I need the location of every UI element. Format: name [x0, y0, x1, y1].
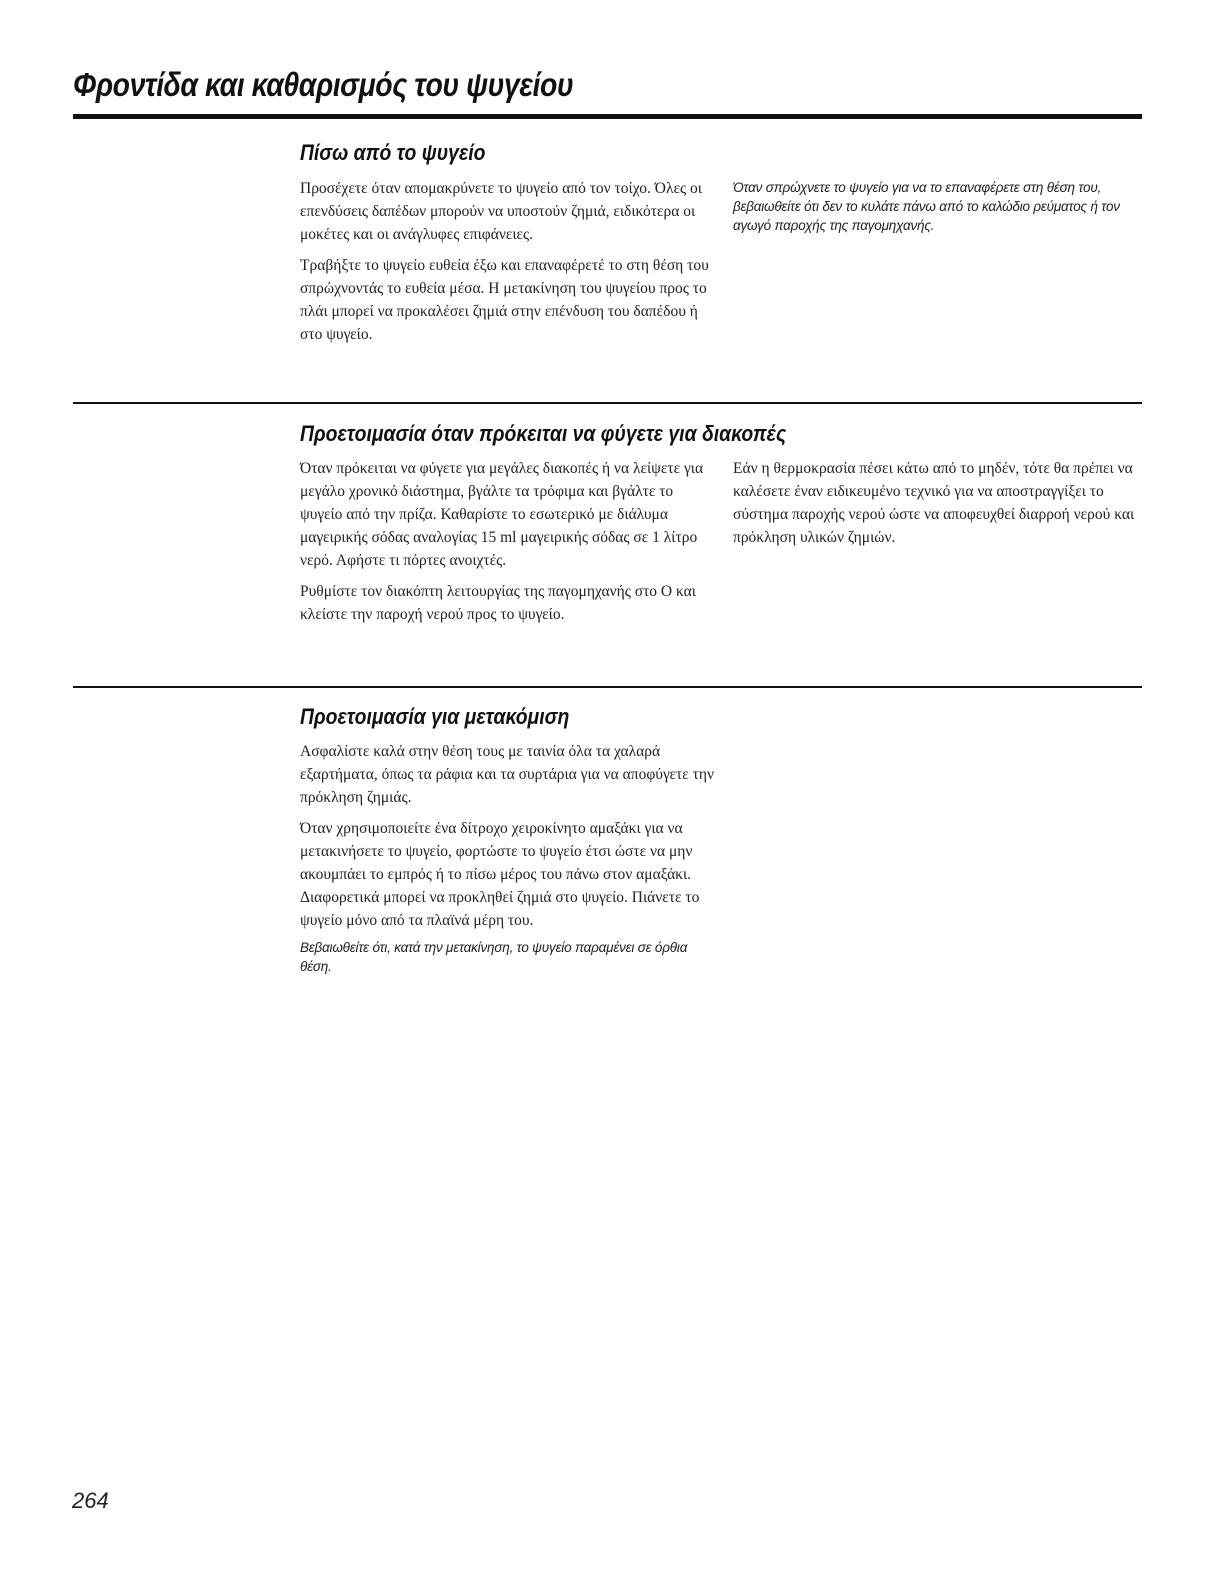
paragraph: Ρυθμίστε τον διακόπτη λειτουργίας της παγομηχανής στο O και κλείστε την παροχή νερού προς το ψυγείο.: [300, 583, 696, 623]
paragraph: Όταν χρησιμοποιείτε ένα δίτροχο χειροκίνητο αμαξάκι για να μετακινήσετε το ψυγείο, φορτώστε το ψυγείο έτσι ώστε να μην ακουμπάει το εμπρός ή το πίσω μέρος του πάνω στον αμαξάκι. Διαφορετικά μπορεί να προκληθεί ζημιά στο ψυγείο. Πιάνετε το ψυγείο μόνο από τα πλαϊνά μέρη του.: [300, 820, 700, 929]
section-moving-left: [300, 740, 715, 984]
page-number: 264: [72, 1488, 109, 1513]
section-behind-fridge-left: [300, 177, 715, 354]
paragraph: Τραβήξτε το ψυγείο ευθεία έξω και επαναφέρετέ το στη θέση του σπρώχνοντάς το ευθεία μέσα. Η μετακίνηση του ψυγείου προς το πλάι μπορεί να προκαλέσει ζημιά στην επένδυση του δαπέδου ή στο ψυγείο.: [300, 257, 709, 343]
title-rule: [73, 114, 1142, 119]
section-behind-fridge-right: [733, 178, 1143, 243]
section-heading-moving: Προετοιμασία για μετακόμιση: [300, 704, 570, 729]
note: Βεβαιωθείτε ότι, κατά την μετακίνηση, το ψυγείο παραμένει σε όρθια θέση.: [300, 940, 688, 974]
section-heading-behind-fridge: Πίσω από το ψυγείο: [300, 140, 486, 165]
page-title: Φροντίδα και καθαρισμός του ψυγείου: [73, 66, 574, 103]
section-vacation-right: [733, 457, 1143, 557]
note: Όταν σπρώχνετε το ψυγείο για να το επαναφέρετε στη θέση του, βεβαιωθείτε ότι δεν το κυλάτε πάνω από το καλώδιο ρεύματος ή τον αγωγό παροχής της παγομηχανής.: [733, 180, 1120, 233]
paragraph: Όταν πρόκειται να φύγετε για μεγάλες διακοπές ή να λείψετε για μεγάλο χρονικό διάστημα, βγάλτε τα τρόφιμα και βγάλτε το ψυγείο από την πρίζα. Καθαρίστε το εσωτερικό με διάλυμα μαγειρικής σόδας αναλογίας 15 ml μαγειρικής σόδας σε 1 λίτρο νερό. Αφήστε τι πόρτες ανοιχτές.: [300, 460, 704, 569]
paragraph: Προσέχετε όταν απομακρύνετε το ψυγείο από τον τοίχο. Όλες οι επενδύσεις δαπέδων μπορούν να υποστούν ζημιά, ειδικότερα οι μοκέτες και οι ανάγλυφες επιφάνειες.: [300, 180, 702, 243]
paragraph: Εάν η θερμοκρασία πέσει κάτω από το μηδέν, τότε θα πρέπει να καλέσετε έναν ειδικευμένο τεχνικό για να αποστραγγίξει το σύστημα παροχής νερού ώστε να αποφευχθεί διαρροή νερού και πρόκληση υλικών ζημιών.: [733, 460, 1135, 546]
section-divider: [73, 686, 1142, 688]
paragraph: Ασφαλίστε καλά στην θέση τους με ταινία όλα τα χαλαρά εξαρτήματα, όπως τα ράφια και τα συρτάρια για να αποφύγετε την πρόκληση ζημιάς.: [300, 743, 715, 806]
section-vacation-left: [300, 457, 715, 634]
section-heading-vacation: Προετοιμασία όταν πρόκειται να φύγετε για διακοπές: [300, 421, 787, 446]
section-divider: [73, 402, 1142, 404]
